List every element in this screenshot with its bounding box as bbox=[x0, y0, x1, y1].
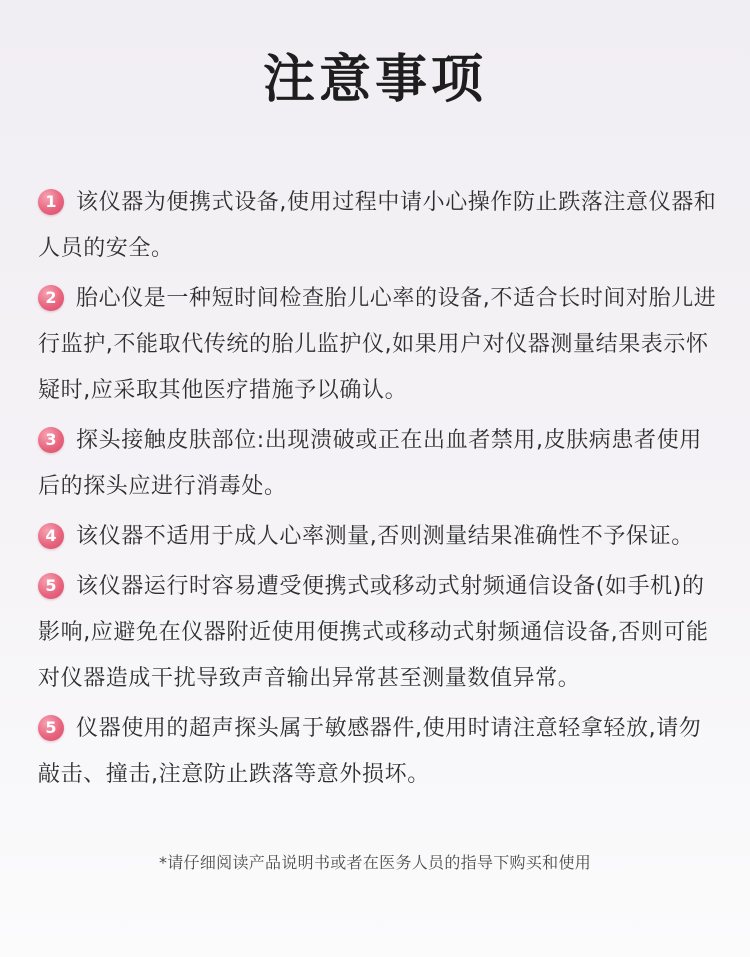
notes-list bbox=[30, 180, 720, 802]
footnote: *请仔细阅读产品说明书或者在医务人员的指导下购买和使用 bbox=[158, 853, 592, 872]
page-title: 注意事项 bbox=[262, 50, 487, 110]
number-badge: 3 bbox=[38, 427, 64, 453]
number-badge: 5 bbox=[38, 715, 64, 741]
note-text: 仪器使用的超声探头属于敏感器件,使用时请注意轻拿轻放,请勿敲击、撞击,注意防止跌落等意外损坏。 bbox=[38, 716, 702, 787]
note-text: 该仪器为便携式设备,使用过程中请小心操作防止跌落注意仪器和人员的安全。 bbox=[38, 190, 717, 261]
note-item bbox=[30, 180, 720, 272]
number-badge: 1 bbox=[38, 189, 64, 215]
note-text: 该仪器运行时容易遭受便携式或移动式射频通信设备(如手机)的影响,应避免在仪器附近使用便携式或移动式射频通信设备,否则可能对仪器造成干扰导致声音输出异常甚至测量数值异常。 bbox=[38, 574, 709, 691]
note-text: 胎心仪是一种短时间检查胎儿心率的设备,不适合长时间对胎儿进行监护,不能取代传统的胎儿监护仪,如果用户对仪器测量结果表示怀疑时,应采取其他医疗措施予以确认。 bbox=[38, 286, 717, 403]
number-badge: 2 bbox=[38, 285, 64, 311]
note-text: 探头接触皮肤部位:出现溃破或正在出血者禁用,皮肤病患者使用后的探头应进行消毒处。 bbox=[38, 428, 702, 499]
number-badge: 4 bbox=[38, 523, 64, 549]
note-item bbox=[30, 514, 720, 560]
note-item bbox=[30, 418, 720, 510]
number-badge: 5 bbox=[38, 573, 64, 599]
note-text: 该仪器不适用于成人心率测量,否则测量结果准确性不予保证。 bbox=[76, 524, 694, 549]
note-item bbox=[30, 276, 720, 414]
note-item bbox=[30, 564, 720, 702]
note-item bbox=[30, 706, 720, 798]
